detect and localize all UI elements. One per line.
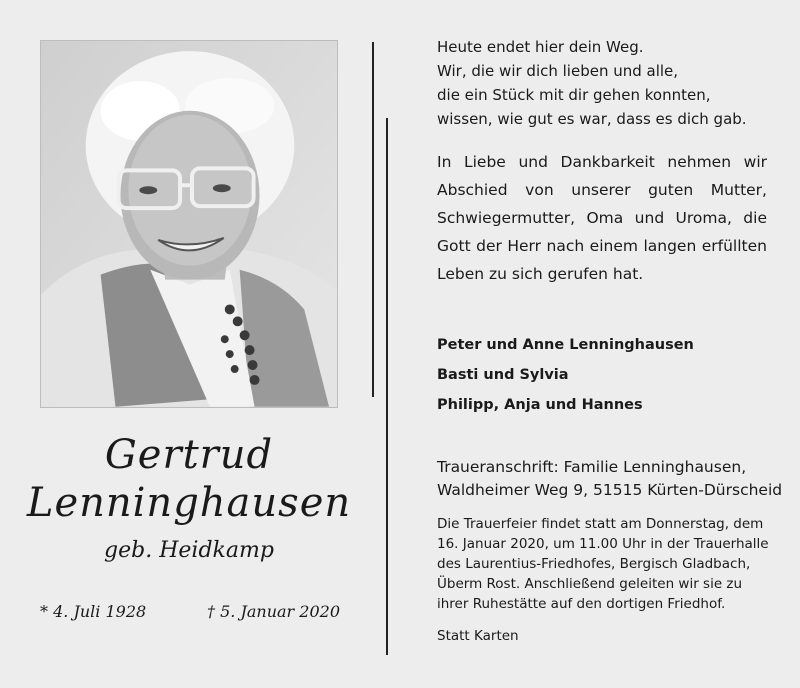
life-dates [40, 602, 340, 621]
poem [437, 35, 767, 131]
ceremony-line: Überm Rost. Anschließend geleiten wir sie zu [437, 576, 743, 592]
address-line: Waldheimer Weg 9, 51515 Kürten-Dürscheid [437, 481, 783, 499]
closing-note: Statt Karten [437, 628, 519, 644]
ceremony-info [437, 514, 767, 614]
family-member: Basti und Sylvia [437, 367, 569, 383]
poem-line: Heute endet hier dein Weg. [437, 38, 644, 56]
poem-line: die ein Stück mit dir gehen konnten, [437, 86, 711, 104]
divider-left [372, 42, 374, 397]
family-member: Philipp, Anja und Hannes [437, 397, 643, 413]
family-list [437, 330, 767, 420]
deceased-name-block [20, 432, 358, 568]
portrait-image [41, 41, 337, 407]
address-line: Traueranschrift: Familie Lenninghausen, [437, 458, 747, 476]
ceremony-line: ihrer Ruhestätte auf den dortigen Friedhof. [437, 596, 726, 612]
divider-right [386, 118, 388, 655]
maiden-name: geb. Heidkamp [104, 538, 274, 563]
poem-line: wissen, wie gut es war, dass es dich gab. [437, 110, 747, 128]
first-name: Gertrud [104, 432, 274, 478]
ceremony-line: Die Trauerfeier findet statt am Donnerstag, dem [437, 516, 764, 532]
portrait-photo [40, 40, 338, 408]
family-member: Peter und Anne Lenninghausen [437, 337, 694, 353]
tribute-text: In Liebe und Dankbarkeit nehmen wir Abschied von unserer guten Mutter, Schwiegermutter, Oma und Uroma, die Gott der Herr nach einem langen erfüllten Leben zu sich gerufen hat. [437, 153, 767, 283]
poem-line: Wir, die wir dich lieben und alle, [437, 62, 679, 80]
birth-date: * 4. Juli 1928 [40, 602, 147, 621]
last-name: Lenninghausen [26, 480, 352, 526]
death-date: † 5. Januar 2020 [207, 602, 340, 621]
mourning-address [437, 456, 783, 502]
ceremony-line: des Laurentius-Friedhofes, Bergisch Gladbach, [437, 556, 751, 572]
ceremony-line: 16. Januar 2020, um 11.00 Uhr in der Trauerhalle [437, 536, 769, 552]
